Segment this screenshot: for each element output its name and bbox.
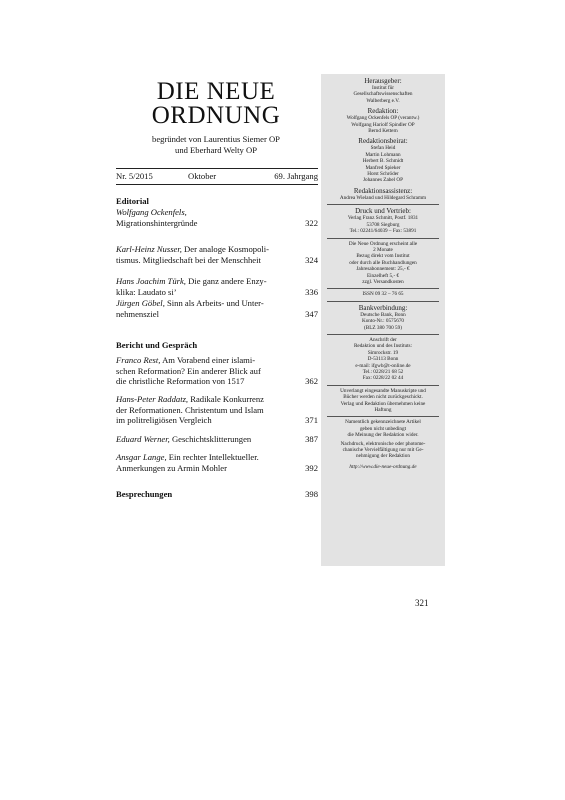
toc-entry-author: Ansgar Lange, (116, 452, 167, 462)
toc-entry[interactable] (116, 452, 318, 473)
assistant-info: Andrea Wieland und Hildegard Schramm (339, 194, 427, 201)
founders-note: begründet von Laurentius Siemer OP und Eberhard Welty OP (152, 134, 280, 155)
toc-entry-page: 322 (305, 218, 318, 228)
issue-volume: 69. Jahrgang (274, 171, 318, 181)
toc-entry[interactable] (116, 298, 318, 319)
toc-entry-page: 371 (305, 415, 318, 425)
divider (327, 385, 439, 386)
toc-entry-author: Karl-Heinz Nusser, (116, 244, 182, 254)
website-link[interactable]: http://www.die-neue-ordnung.de (349, 463, 417, 470)
subscription-info: Die Neue Ordnung erscheint alle 2 Monate Bezug direkt vom Institut oder durch alle Buchhandlungen Jahresabonnement: 25,- € Einzelheft 5,- € zzgl. Versandkosten (348, 240, 418, 285)
toc-entry-title: nehmensziel (116, 308, 159, 319)
toc-entry-title: tismus. Mitgliedschaft bei der Menschheit (116, 254, 261, 265)
toc-entry[interactable] (116, 394, 318, 426)
imprint-column (321, 74, 445, 566)
publisher-heading: Herausgeber: (364, 77, 402, 85)
journal-title: DIE NEUE ORDNUNG (151, 78, 281, 129)
address-info: Anschrift der Redaktion und des Instituts: Simrockstr. 19 D-53113 Bonn e-mail: ifgwb@t-online.de Tel.: 0228/21 68 52 Fax: 0228/22 02 44 (353, 336, 413, 382)
toc-entry-title: der Reformationen. Christentum und Islam (116, 404, 264, 415)
toc-section-heading: Bericht und Gespräch (116, 340, 198, 350)
issue-number: Nr. 5/2015 (116, 171, 153, 181)
board-info: Stefan Heid Martin Lohmann Herbert B. Schmidt Manfred Spieker Horst Schröder Johannes Zabel OP (362, 145, 404, 184)
masthead (116, 80, 316, 156)
print-info: Verlag Franz Schmitt, Postf. 1831 53708 Siegburg Tel.: 02241/64039 – Fax: 53891 (347, 215, 419, 235)
bank-heading: Bankverbindung: (358, 303, 408, 312)
toc-entry[interactable] (116, 207, 318, 228)
toc-entry-page: 362 (305, 376, 318, 386)
editors-heading: Redaktion: (367, 107, 399, 116)
toc-entry-author: Eduard Werner, (116, 434, 170, 444)
divider (327, 334, 439, 335)
divider (327, 416, 439, 417)
toc-entry-title: Der analoge Kosmopoli- (181, 244, 270, 254)
divider (327, 301, 439, 302)
toc-entry-page: 324 (305, 255, 318, 265)
toc-entry-author: Franco Rest, (116, 355, 161, 365)
publisher-info: Institut für Gesellschaftswissenschaften Walberberg e.V. (353, 85, 413, 104)
toc-entry-title: Die ganz andere Enzy- (185, 276, 267, 286)
toc-entry-title: Sinn als Arbeits- und Unter- (164, 298, 264, 308)
toc-entry-title: Anmerkungen zu Armin Mohler (116, 462, 227, 473)
editors-info: Wolfgang Ockenfels OP (verantw.) Wolfgang Hariolf Spindler OP Bernd Kettern (346, 115, 420, 135)
print-heading: Druck und Vertrieb: (355, 207, 411, 216)
toc-entry-reviews[interactable] (116, 489, 318, 500)
toc-entry-author: Jürgen Göbel, (116, 298, 165, 308)
toc-entry-title: im politreligiösen Vergleich (116, 415, 212, 426)
manuscript-notice: Unverlangt eingesandte Manuskripte und Bücher werden nicht zurückgeschickt. Verlag und Redaktion übernehmen keine Haftung (340, 387, 426, 414)
issue-rule-top (116, 168, 318, 169)
toc-entry[interactable] (116, 276, 318, 297)
reprint-notice: Nachdruck, elektronische oder photome- chanische Vervielfältigung nur mit Ge- nehmigung der Redaktion (340, 440, 426, 460)
divider (327, 238, 439, 239)
toc-section-heading: Editorial (116, 196, 149, 206)
divider (327, 288, 439, 289)
toc-entry[interactable] (116, 244, 318, 265)
toc-entry-author: Hans Joachim Türk, (116, 276, 186, 286)
toc-entry-page: 387 (305, 434, 318, 444)
board-heading: Redaktionsbeirat: (358, 137, 408, 146)
toc-entry-title: klika: Laudato si’ (116, 286, 177, 297)
toc-entry-title: Migrationshintergründe (116, 217, 198, 228)
toc-entry-author: Wolfgang Ockenfels, (116, 207, 187, 217)
toc-entry-page: 398 (305, 489, 318, 499)
toc-entry-title: Geschichtsklitterungen (169, 434, 252, 444)
toc-section-heading: Besprechungen (116, 489, 173, 499)
toc-entry[interactable] (116, 434, 318, 445)
issue-rule-bottom (116, 184, 318, 185)
issn: ISSN 09 32 – 76 65 (362, 291, 404, 298)
toc-entry-page: 392 (305, 463, 318, 473)
toc-entry[interactable] (116, 355, 318, 387)
toc-entry-title: schen Reformation? Ein anderer Blick auf (116, 365, 261, 376)
toc-entry-title: Ein rechter Intellektueller. (166, 452, 259, 462)
bank-info: Deutsche Bank, Bonn Konto-Nr.: 0575670 (BLZ 380 700 59) (360, 311, 406, 331)
toc-entry-page: 336 (305, 287, 318, 297)
toc-entry-title: Am Vorabend einer islami- (160, 355, 256, 365)
toc-entry-title: Radikale Konkurrenz (188, 394, 264, 404)
opinion-notice: Namentlich gekennzeichnete Artikel geben nicht unbedingt die Meinung der Redaktion wider. (345, 419, 421, 439)
toc-entry-title: die christliche Reformation von 1517 (116, 376, 245, 387)
toc-entry-page: 347 (305, 309, 318, 319)
assistant-heading: Redaktionsassistenz: (353, 186, 413, 195)
page-number: 321 (415, 598, 429, 608)
toc-entry-author: Hans-Peter Raddatz, (116, 394, 189, 404)
issue-month: Oktober (188, 171, 217, 181)
divider (327, 204, 439, 205)
